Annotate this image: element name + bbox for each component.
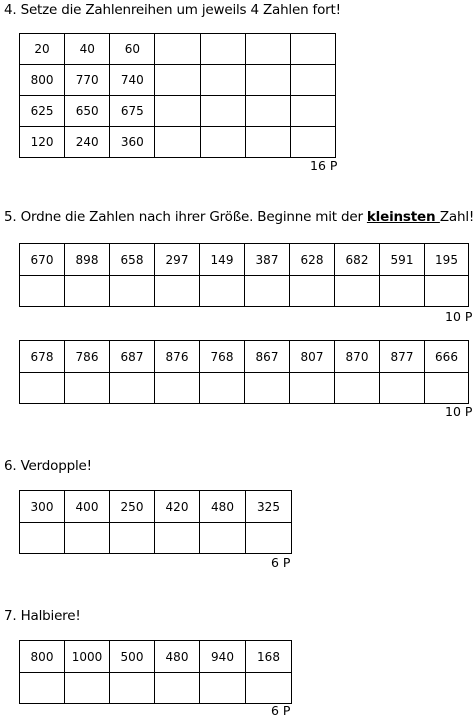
- answer-cell[interactable]: [245, 65, 290, 96]
- table-cell: 670: [20, 244, 65, 276]
- table-row: [20, 523, 292, 554]
- table-row: [20, 96, 336, 127]
- answer-cell[interactable]: [380, 373, 425, 404]
- table-cell: 420: [155, 491, 200, 523]
- answer-cell[interactable]: [110, 673, 155, 704]
- task-5-points-2: 10 P: [445, 404, 473, 419]
- answer-cell[interactable]: [290, 373, 335, 404]
- table-cell: 800: [20, 65, 65, 96]
- answer-cell[interactable]: [20, 673, 65, 704]
- answer-cell[interactable]: [246, 673, 292, 704]
- table-row: [20, 34, 336, 65]
- table-row: [20, 373, 469, 404]
- answer-cell[interactable]: [200, 127, 245, 158]
- task-4-points: 16 P: [310, 158, 338, 173]
- answer-cell[interactable]: [110, 373, 155, 404]
- table-cell: 168: [246, 641, 292, 673]
- heading-keyword: kleinsten: [366, 209, 440, 225]
- answer-cell[interactable]: [290, 65, 335, 96]
- task-6-heading: 6. Verdopple!: [4, 458, 92, 474]
- answer-cell[interactable]: [245, 276, 290, 307]
- task-5-table-2: [19, 340, 469, 404]
- answer-cell[interactable]: [246, 523, 292, 554]
- table-cell: 40: [65, 34, 110, 65]
- answer-cell[interactable]: [335, 373, 380, 404]
- table-cell: 898: [65, 244, 110, 276]
- answer-cell[interactable]: [20, 373, 65, 404]
- answer-cell[interactable]: [290, 276, 335, 307]
- heading-text: 5. Ordne die Zahlen nach ihrer Größe. Beginne mit der: [4, 209, 367, 225]
- table-row: [20, 641, 292, 673]
- answer-cell[interactable]: [200, 96, 245, 127]
- task-5-table-1: [19, 243, 469, 307]
- table-cell: 120: [20, 127, 65, 158]
- table-cell: 876: [155, 341, 200, 373]
- answer-cell[interactable]: [245, 373, 290, 404]
- answer-cell[interactable]: [155, 127, 200, 158]
- heading-text: Zahl!: [439, 209, 474, 225]
- table-cell: 20: [20, 34, 65, 65]
- answer-cell[interactable]: [200, 34, 245, 65]
- table-cell: 768: [200, 341, 245, 373]
- answer-cell[interactable]: [290, 34, 335, 65]
- answer-cell[interactable]: [155, 65, 200, 96]
- answer-cell[interactable]: [65, 673, 110, 704]
- table-row: [20, 341, 469, 373]
- task-6-points: 6 P: [271, 555, 291, 570]
- answer-cell[interactable]: [155, 276, 200, 307]
- table-cell: 591: [380, 244, 425, 276]
- answer-cell[interactable]: [155, 673, 200, 704]
- answer-cell[interactable]: [200, 673, 246, 704]
- answer-cell[interactable]: [155, 373, 200, 404]
- task-5-heading: [4, 209, 474, 225]
- answer-cell[interactable]: [110, 276, 155, 307]
- table-cell: 325: [246, 491, 292, 523]
- answer-cell[interactable]: [245, 96, 290, 127]
- answer-cell[interactable]: [425, 373, 469, 404]
- table-cell: 625: [20, 96, 65, 127]
- answer-cell[interactable]: [200, 373, 245, 404]
- task-7-heading: 7. Halbiere!: [4, 608, 81, 624]
- table-cell: 297: [155, 244, 200, 276]
- table-cell: 480: [155, 641, 200, 673]
- table-cell: 658: [110, 244, 155, 276]
- table-cell: 400: [65, 491, 110, 523]
- answer-cell[interactable]: [65, 523, 110, 554]
- table-cell: 870: [335, 341, 380, 373]
- answer-cell[interactable]: [200, 276, 245, 307]
- table-cell: 650: [65, 96, 110, 127]
- table-cell: 940: [200, 641, 246, 673]
- answer-cell[interactable]: [110, 523, 155, 554]
- table-row: [20, 127, 336, 158]
- task-7-table: [19, 640, 292, 704]
- answer-cell[interactable]: [290, 96, 335, 127]
- answer-cell[interactable]: [20, 523, 65, 554]
- answer-cell[interactable]: [65, 373, 110, 404]
- table-cell: 149: [200, 244, 245, 276]
- answer-cell[interactable]: [155, 34, 200, 65]
- task-7-points: 6 P: [271, 703, 291, 718]
- table-cell: 877: [380, 341, 425, 373]
- answer-cell[interactable]: [200, 523, 246, 554]
- task-4-heading: 4. Setze die Zahlenreihen um jeweils 4 Zahlen fort!: [4, 2, 341, 18]
- table-cell: 387: [245, 244, 290, 276]
- answer-cell[interactable]: [425, 276, 469, 307]
- table-cell: 867: [245, 341, 290, 373]
- answer-cell[interactable]: [245, 34, 290, 65]
- table-cell: 1000: [65, 641, 110, 673]
- table-row: [20, 244, 469, 276]
- table-row: [20, 673, 292, 704]
- table-cell: 500: [110, 641, 155, 673]
- task-4-table: [19, 33, 336, 158]
- task-6-table: [19, 490, 292, 554]
- table-cell: 800: [20, 641, 65, 673]
- table-cell: 770: [65, 65, 110, 96]
- table-row: [20, 276, 469, 307]
- table-cell: 678: [20, 341, 65, 373]
- answer-cell[interactable]: [245, 127, 290, 158]
- table-cell: 628: [290, 244, 335, 276]
- table-cell: 740: [110, 65, 155, 96]
- table-cell: 687: [110, 341, 155, 373]
- answer-cell[interactable]: [200, 65, 245, 96]
- table-cell: 250: [110, 491, 155, 523]
- table-cell: 807: [290, 341, 335, 373]
- answer-cell[interactable]: [155, 96, 200, 127]
- table-cell: 682: [335, 244, 380, 276]
- table-cell: 480: [200, 491, 246, 523]
- answer-cell[interactable]: [155, 523, 200, 554]
- task-5-points-1: 10 P: [445, 309, 473, 324]
- table-row: [20, 491, 292, 523]
- table-cell: 786: [65, 341, 110, 373]
- table-cell: 300: [20, 491, 65, 523]
- table-cell: 195: [425, 244, 469, 276]
- table-row: [20, 65, 336, 96]
- answer-cell[interactable]: [380, 276, 425, 307]
- table-cell: 240: [65, 127, 110, 158]
- answer-cell[interactable]: [65, 276, 110, 307]
- table-cell: 675: [110, 96, 155, 127]
- table-cell: 666: [425, 341, 469, 373]
- table-cell: 360: [110, 127, 155, 158]
- answer-cell[interactable]: [20, 276, 65, 307]
- answer-cell[interactable]: [290, 127, 335, 158]
- answer-cell[interactable]: [335, 276, 380, 307]
- table-cell: 60: [110, 34, 155, 65]
